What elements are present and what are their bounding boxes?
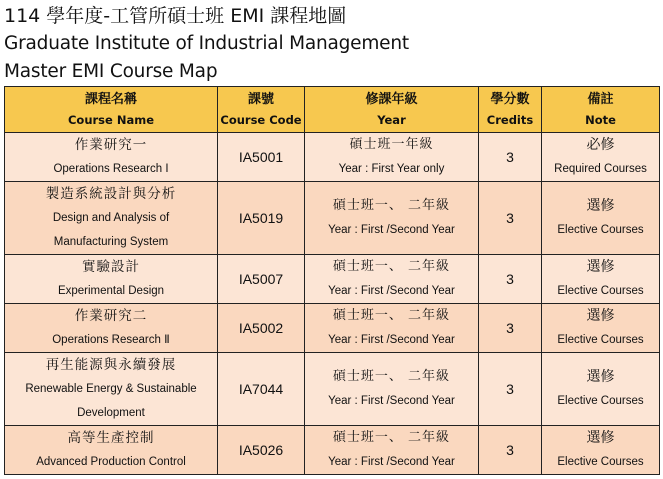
note-en: Elective Courses <box>557 224 644 236</box>
year-cell <box>305 426 479 475</box>
year-cell <box>305 182 479 255</box>
credits: 3 <box>479 255 542 304</box>
header-label-en: Credits <box>486 112 534 127</box>
credits: 3 <box>479 426 542 475</box>
year-cell <box>305 353 479 426</box>
header-label-zh: 課號 <box>247 91 274 107</box>
note-cell <box>542 426 660 475</box>
credits: 3 <box>479 304 542 353</box>
course-name-cell <box>5 353 218 426</box>
year-zh: 碩士班一、 二年級 <box>332 308 451 323</box>
course-name-cell <box>5 304 218 353</box>
header-course-code <box>218 87 305 133</box>
course-name-zh: 高等生產控制 <box>67 430 155 446</box>
header-label-zh: 課程名稱 <box>84 91 137 107</box>
course-map-table <box>4 86 660 475</box>
note-cell <box>542 255 660 304</box>
note-en: Elective Courses <box>557 334 644 346</box>
course-name-zh: 作業研究二 <box>74 308 148 324</box>
header-label-en: Note <box>585 112 616 127</box>
header-label-zh: 修課年級 <box>365 91 418 107</box>
table-row <box>5 304 660 353</box>
title-english-course-map: Master EMI Course Map <box>4 61 218 82</box>
note-zh: 選修 <box>586 259 615 275</box>
header-label-en: Course Code <box>220 112 302 127</box>
header-label-zh: 備註 <box>587 91 614 107</box>
year-zh: 碩士班一、 二年級 <box>332 259 451 274</box>
note-zh: 必修 <box>586 137 615 153</box>
header-label-en: Course Name <box>67 112 154 127</box>
course-name-cell <box>5 182 218 255</box>
course-name-cell <box>5 426 218 475</box>
title-block <box>4 2 659 86</box>
year-en: Year : First /Second Year <box>328 456 455 468</box>
note-zh: 選修 <box>586 198 615 214</box>
course-name-en: Operations Research I <box>53 163 169 175</box>
year-en: Year : First /Second Year <box>328 395 455 407</box>
course-name-cell <box>5 255 218 304</box>
year-en: Year : First /Second Year <box>328 285 455 297</box>
table-row <box>5 133 660 182</box>
note-en: Required Courses <box>554 163 647 175</box>
title-english-institute: Graduate Institute of Industrial Management <box>4 33 409 54</box>
note-zh: 選修 <box>586 430 615 446</box>
year-zh: 碩士班一、 二年級 <box>332 430 451 445</box>
header-year <box>305 87 479 133</box>
course-code: IA5002 <box>218 304 305 353</box>
year-en: Year : First Year only <box>338 163 445 175</box>
course-name-zh: 再生能源與永續發展 <box>45 357 177 373</box>
title-chinese: 114 學年度-工管所碩士班 EMI 課程地圖 <box>4 5 347 27</box>
table-row <box>5 255 660 304</box>
credits: 3 <box>479 182 542 255</box>
year-en: Year : First /Second Year <box>328 334 455 346</box>
table-row <box>5 353 660 426</box>
header-label-zh: 學分數 <box>490 91 530 107</box>
course-name-en: Operations Research Ⅱ <box>52 334 170 346</box>
credits: 3 <box>479 353 542 426</box>
note-cell <box>542 304 660 353</box>
note-en: Elective Courses <box>557 285 644 297</box>
note-cell <box>542 182 660 255</box>
year-cell <box>305 133 479 182</box>
header-course-name <box>5 87 218 133</box>
course-code: IA5019 <box>218 182 305 255</box>
note-cell <box>542 133 660 182</box>
course-code: IA5007 <box>218 255 305 304</box>
course-name-cell <box>5 133 218 182</box>
course-name-zh: 作業研究一 <box>74 137 148 153</box>
note-cell <box>542 353 660 426</box>
table-row <box>5 426 660 475</box>
year-cell <box>305 304 479 353</box>
header-label-en: Year <box>377 112 406 127</box>
course-code: IA5001 <box>218 133 305 182</box>
year-en: Year : First /Second Year <box>328 224 455 236</box>
year-zh: 碩士班一、 二年級 <box>332 198 451 213</box>
course-name-zh: 實驗設計 <box>82 259 140 275</box>
table-header-row <box>5 87 660 133</box>
course-name-en: Renewable Energy & Sustainable Development <box>25 383 197 419</box>
header-credits <box>479 87 542 133</box>
table-row <box>5 182 660 255</box>
year-zh: 碩士班一、 二年級 <box>332 369 451 384</box>
course-name-zh: 製造系統設計與分析 <box>45 186 177 202</box>
credits: 3 <box>479 133 542 182</box>
note-en: Elective Courses <box>557 456 644 468</box>
year-cell <box>305 255 479 304</box>
course-name-en: Advanced Production Control <box>36 456 186 468</box>
course-code: IA7044 <box>218 353 305 426</box>
year-zh: 碩士班一年級 <box>349 137 434 152</box>
note-zh: 選修 <box>586 369 615 385</box>
course-name-en: Design and Analysis of Manufacturing System <box>52 212 170 248</box>
note-zh: 選修 <box>586 308 615 324</box>
header-note <box>542 87 660 133</box>
course-name-en: Experimental Design <box>57 285 165 297</box>
note-en: Elective Courses <box>557 395 644 407</box>
course-code: IA5026 <box>218 426 305 475</box>
